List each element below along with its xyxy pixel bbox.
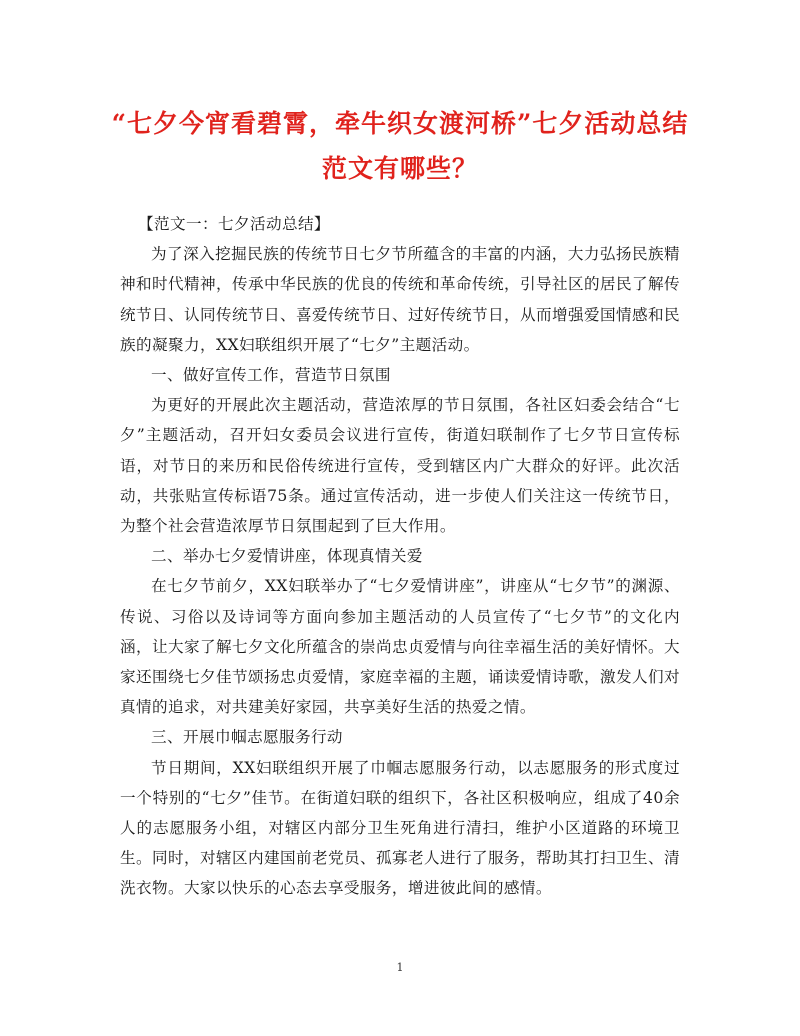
- body-paragraph-3: 节日期间，XX妇联组织开展了巾帼志愿服务行动，以志愿服务的形式度过一个特别的“七夕”佳节。在街道妇联的组织下，各社区积极响应，组成了40余人的志愿服务小组，对辖区内部分卫生死角进行清扫，维护小区道路的环境卫生。同时，对辖区内建国前老党员、孤寡老人进行了服务，帮助其打扫卫生、清洗衣物。大家以快乐的心态去享受服务，增进彼此间的感情。: [120, 758, 680, 898]
- document-body: [120, 209, 680, 904]
- page-number: 1: [396, 961, 404, 974]
- body-paragraph-2: 在七夕节前夕，XX妇联举办了“七夕爱情讲座”，讲座从“七夕节”的渊源、传说、习俗以及诗词等方面向参加主题活动的人员宣传了“七夕节”的文化内涵，让大家了解七夕文化所蕴含的崇尚忠贞爱情与向往幸福生活的美好情怀。大家还围绕七夕佳节颂扬忠贞爱情，家庭幸福的主题，诵读爱情诗歌，激发人们对真情的追求，对共建美好家园，共享美好生活的热爱之情。: [120, 577, 680, 717]
- document-title-line-2: 范文有哪些？: [321, 154, 478, 183]
- section-heading-3: 三、开展巾帼志愿服务行动: [151, 728, 343, 747]
- body-paragraph-intro: 为了深入挖掘民族的传统节日七夕节所蕴含的丰富的内涵，大力弘扬民族精神和时代精神，传承中华民族的优良的传统和革命传统，引导社区的居民了解传统节日、认同传统节日、喜爱传统节日、过好传统节日，从而增强爱国情感和民族的凝聚力，XX妇联组织开展了“七夕”主题活动。: [120, 245, 680, 354]
- section-label: 【范文一：七夕活动总结】: [138, 215, 330, 233]
- body-paragraph-1: 为更好的开展此次主题活动，营造浓厚的节日氛围，各社区妇委会结合“七夕”主题活动，召开妇女委员会议进行宣传，街道妇联制作了七夕节日宣传标语，对节日的来历和民俗传统进行宣传，受到辖区内广大群众的好评。此次活动，共张贴宣传标语75条。通过宣传活动，进一步使人们关注这一传统节日，为整个社会营造浓厚节日氛围起到了巨大作用。: [120, 396, 680, 536]
- section-heading-2: 二、举办七夕爱情讲座，体现真情关爱: [151, 547, 423, 566]
- section-heading-1: 一、做好宣传工作，营造节日氛围: [151, 366, 391, 385]
- document-title-line-1: “七夕今宵看碧霄，牵牛织女渡河桥”七夕活动总结: [111, 109, 689, 138]
